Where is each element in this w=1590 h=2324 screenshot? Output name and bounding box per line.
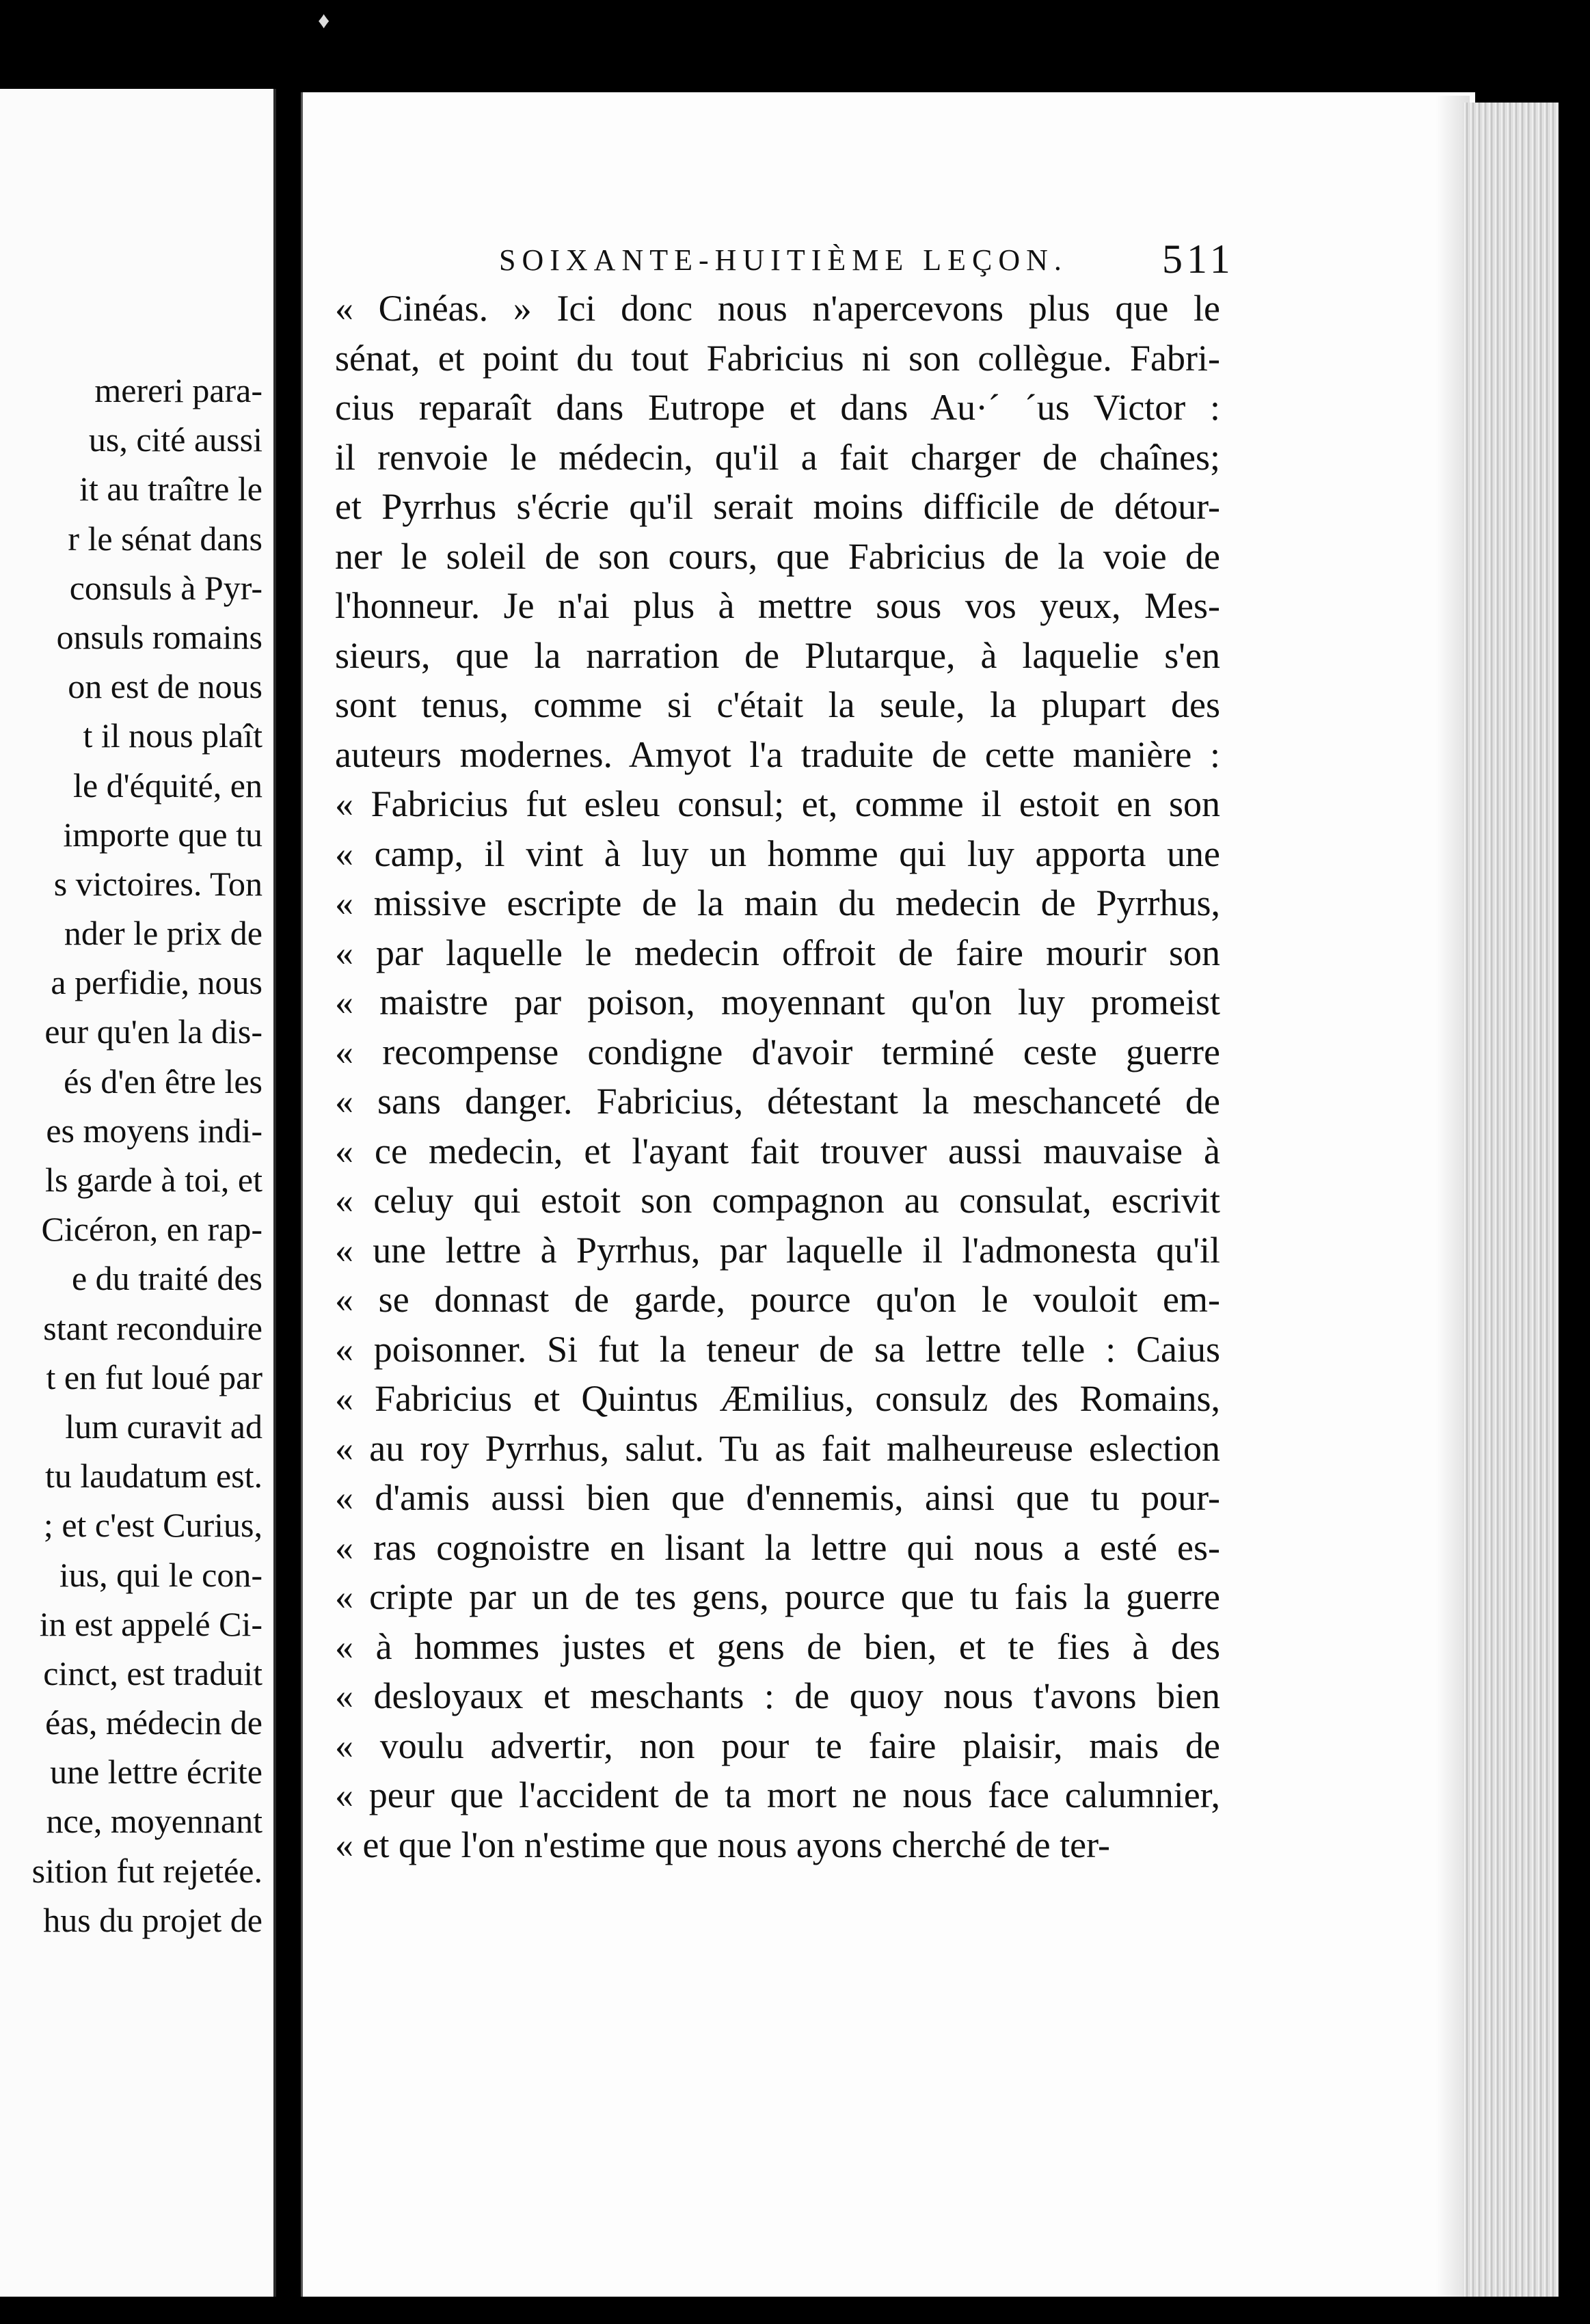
- left-page-line: le d'équité, en: [73, 766, 262, 805]
- text-line: « au roy Pyrrhus, salut. Tu as fait malheureuse eslection: [335, 1427, 1220, 1469]
- text-line: « se donnast de garde, pource qu'on le vouloit em-: [335, 1279, 1220, 1320]
- left-page-line: r le sénat dans: [68, 519, 262, 558]
- left-page-line: on est de nous: [68, 667, 262, 706]
- left-page-line: nder le prix de: [64, 914, 262, 953]
- text-line: « poisonner. Si fut la teneur de sa lettre telle : Caius: [335, 1328, 1220, 1370]
- running-head: SOIXANTE-HUITIÈME LEÇON.: [499, 243, 1068, 277]
- text-line: « à hommes justes et gens de bien, et te fies à des: [335, 1625, 1220, 1667]
- text-line: « ras cognoistre en lisant la lettre qui nous a esté es-: [335, 1526, 1220, 1568]
- left-page-line: in est appelé Ci-: [39, 1604, 262, 1643]
- page-edges: [1463, 103, 1559, 2297]
- left-page-line: eur qu'en la dis-: [44, 1012, 262, 1051]
- scan-mark: ♦: [318, 8, 330, 33]
- left-page-line: mereri para-: [94, 371, 262, 409]
- text-line: « voulu advertir, non pour te faire plaisir, mais de: [335, 1725, 1220, 1766]
- text-line: « missive escripte de la main du medecin de Pyrrhus,: [335, 882, 1220, 923]
- text-line: sont tenus, comme si c'était la seule, la plupart des: [335, 684, 1220, 725]
- left-page-line: e du traité des: [71, 1259, 262, 1298]
- left-page-line: importe que tu: [63, 815, 262, 854]
- left-page-line: t il nous plaît: [83, 716, 262, 755]
- text-line: « d'amis aussi bien que d'ennemis, ainsi que tu pour-: [335, 1477, 1220, 1518]
- text-line: « par laquelle le medecin offroit de faire mourir son: [335, 932, 1220, 973]
- text-line: ner le soleil de son cours, que Fabricius de la voie de: [335, 535, 1220, 577]
- left-page-line: t en fut loué par: [46, 1357, 262, 1396]
- left-page-line: consuls à Pyr-: [69, 568, 262, 607]
- left-page-line: stant reconduire: [43, 1308, 262, 1347]
- text-line: « recompense condigne d'avoir terminé ceste guerre: [335, 1031, 1220, 1072]
- left-page-line: us, cité aussi: [88, 420, 262, 459]
- text-line: l'honneur. Je n'ai plus à mettre sous vos yeux, Mes-: [335, 585, 1220, 626]
- left-page-line: a perfidie, nous: [51, 963, 262, 1002]
- left-page-line: és d'en être les: [64, 1062, 262, 1100]
- left-page-text: [32, 366, 262, 1945]
- text-line: sieurs, que la narration de Plutarque, à laquelie s'en: [335, 634, 1220, 676]
- text-line: « peur que l'accident de ta mort ne nous face calumnier,: [335, 1774, 1220, 1815]
- left-page-line: onsuls romains: [56, 617, 262, 656]
- text-line: cius reparaît dans Eutrope et dans Au·´ ´us Victor :: [335, 387, 1220, 428]
- text-line: « sans danger. Fabricius, détestant la meschanceté de: [335, 1081, 1220, 1122]
- text-line: il renvoie le médecin, qu'il a fait charger de chaînes;: [335, 436, 1220, 478]
- text-line: « cripte par un de tes gens, pource que tu fais la guerre: [335, 1576, 1220, 1617]
- left-page-line: ; et c'est Curius,: [43, 1506, 262, 1545]
- text-line: « camp, il vint à luy un homme qui luy apporta une: [335, 833, 1220, 874]
- text-line: sénat, et point du tout Fabricius ni son collègue. Fabri-: [335, 337, 1220, 379]
- left-page-line: it au traître le: [79, 470, 262, 509]
- left-page-line: cinct, est traduit: [43, 1653, 262, 1692]
- text-line: « et que l'on n'estime que nous ayons cherché de ter-: [335, 1824, 1110, 1865]
- text-line: « une lettre à Pyrrhus, par laquelle il l'admonesta qu'il: [335, 1229, 1220, 1271]
- text-line: « celuy qui estoit son compagnon au consulat, escrivit: [335, 1180, 1220, 1221]
- left-page-line: ls garde à toi, et: [45, 1161, 262, 1199]
- text-line: « Cinéas. » Ici donc nous n'apercevons plus que le: [335, 288, 1220, 329]
- page-number: 511: [1162, 237, 1235, 282]
- left-page-line: Cicéron, en rap-: [41, 1210, 262, 1249]
- left-page-line: es moyens indi-: [46, 1111, 262, 1150]
- left-page-line: lum curavit ad: [65, 1407, 262, 1446]
- text-line: « maistre par poison, moyennant qu'on luy promeist: [335, 982, 1220, 1023]
- left-page-line: une lettre écrite: [50, 1753, 262, 1792]
- text-line: « Fabricius et Quintus Æmilius, consulz des Romains,: [335, 1378, 1220, 1419]
- text-line: et Pyrrhus s'écrie qu'il serait moins difficile de détour-: [335, 486, 1220, 527]
- left-page-line: s victoires. Ton: [53, 864, 262, 903]
- left-page-line: sition fut rejetée.: [31, 1851, 262, 1890]
- text-line: auteurs modernes. Amyot l'a traduite de cette manière :: [335, 733, 1220, 775]
- body-text: [335, 284, 1220, 1869]
- left-page-line: tu laudatum est.: [45, 1457, 262, 1496]
- left-page-line: ius, qui le con-: [59, 1555, 262, 1594]
- left-page-line: hus du projet de: [43, 1900, 262, 1939]
- text-line: « ce medecin, et l'ayant fait trouver aussi mauvaise à: [335, 1130, 1220, 1172]
- left-page-line: nce, moyennant: [46, 1802, 262, 1841]
- text-line: « Fabricius fut esleu consul; et, comme il estoit en son: [335, 783, 1220, 824]
- left-page-line: éas, médecin de: [45, 1703, 262, 1742]
- left-page: [0, 89, 276, 2297]
- text-line: « desloyaux et meschants : de quoy nous t'avons bien: [335, 1675, 1220, 1716]
